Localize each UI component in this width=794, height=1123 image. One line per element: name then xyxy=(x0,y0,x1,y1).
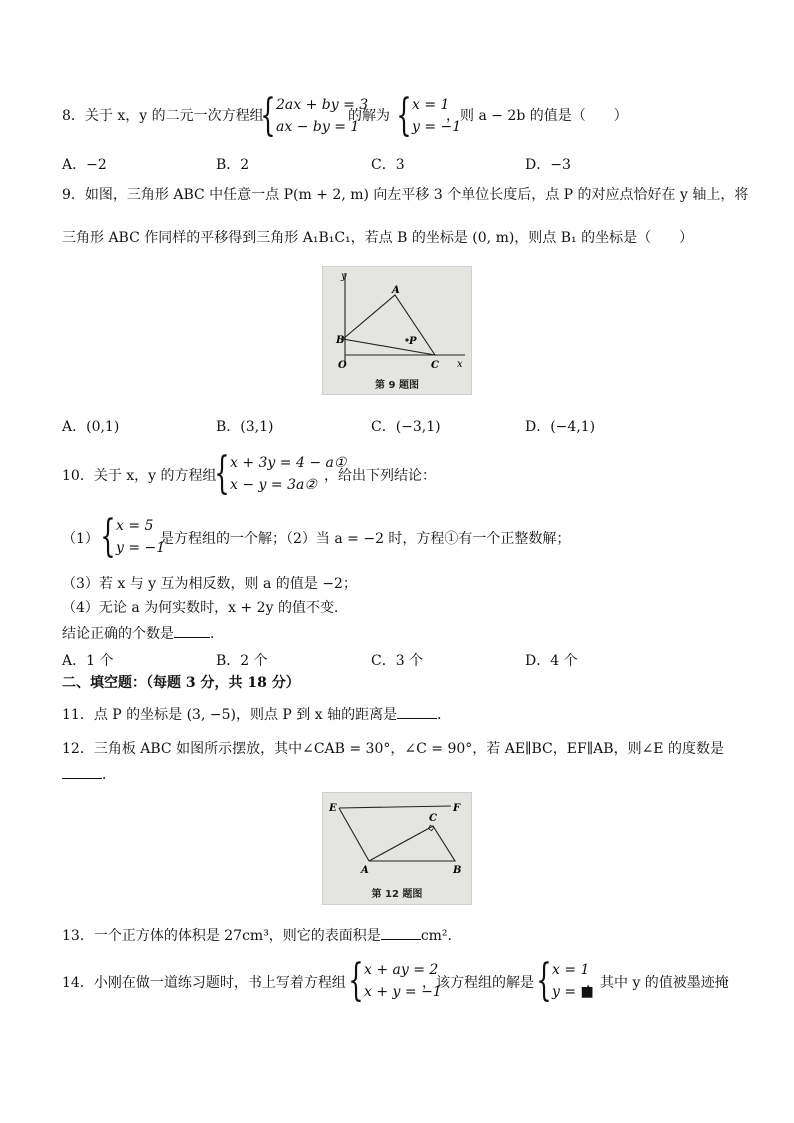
q9-figure xyxy=(322,266,472,395)
q9-line1: 9．如图，三角形 ABC 中任意一点 P(m + 2, m) 向左平移 3 个单位长度后，点 P 的对应点恰好在 y 轴上，将 xyxy=(62,187,749,203)
q13-end: cm²． xyxy=(420,928,462,944)
label-x: x xyxy=(457,359,463,370)
brace: { xyxy=(260,90,276,141)
q8-prefix: 8．关于 x，y 的二元一次方程组 xyxy=(62,108,264,124)
q8-sol2: y = −1 xyxy=(412,119,462,135)
brace: { xyxy=(214,448,230,499)
q12-text: 12．三角板 ABC 如图所示摆放，其中∠CAB = 30°，∠C = 90°，若 AE∥BC，EF∥AB，则∠E 的度数是 xyxy=(62,741,724,757)
brace: { xyxy=(348,955,364,1006)
q10-c1-eq1: x = 5 xyxy=(116,518,154,534)
q8-sol1: x = 1 xyxy=(412,97,450,113)
triangle-abc xyxy=(369,826,455,861)
q14-prefix: 14．小刚在做一道练习题时，书上写着方程组 xyxy=(62,975,346,991)
label-b: B xyxy=(336,335,345,346)
label-c: C xyxy=(429,813,437,824)
q8-eq2: ax − by = 1 xyxy=(276,119,360,135)
brace: { xyxy=(100,511,116,562)
q9-option-a: A．(0,1) xyxy=(62,419,120,435)
label-b: B xyxy=(453,865,462,876)
q11-end: ． xyxy=(437,707,452,723)
q12-figure-caption: 第 12 题图 xyxy=(371,889,423,900)
q10-option-a: A．1 个 xyxy=(62,653,114,669)
q11-line xyxy=(62,706,451,724)
line-ea xyxy=(339,808,369,861)
q10-c1-system xyxy=(94,511,166,562)
q14-suffix: ，其中 y 的值被墨迹掩 xyxy=(586,975,729,991)
line-ef xyxy=(339,806,451,808)
label-c: C xyxy=(431,360,439,371)
q9-figure-caption: 第 9 题图 xyxy=(375,380,419,391)
q14-mid: ，该方程组的解是 xyxy=(422,975,534,991)
q11-text: 11．点 P 的坐标是 (3, −5)，则点 P 到 x 轴的距离是 xyxy=(62,707,398,723)
brace: { xyxy=(536,955,552,1006)
q10-option-d: D．4 个 xyxy=(525,653,578,669)
label-a: A xyxy=(392,285,400,296)
q8-option-d: D．−3 xyxy=(525,157,571,173)
q10-answer-end: ． xyxy=(210,626,224,642)
q9-option-d: D．(−4,1) xyxy=(525,419,596,435)
q10-eq1: x + 3y = 4 − a① xyxy=(230,455,347,471)
q10-option-b: B．2 个 xyxy=(216,653,268,669)
q12-end: ． xyxy=(102,767,116,783)
q14-eq1: x + ay = 2 xyxy=(364,962,439,978)
q11-answer-blank[interactable] xyxy=(397,706,437,719)
q13-answer-blank[interactable] xyxy=(381,927,421,940)
q10-c1-suffix: 是方程组的一个解；（2）当 a = −2 时，方程①有一个正整数解； xyxy=(160,531,571,547)
q8-eq1: 2ax + by = 3 xyxy=(276,97,369,113)
q10-answer-blank[interactable] xyxy=(174,625,210,638)
q9-option-b: B．(3,1) xyxy=(216,419,274,435)
q8-suffix: ，则 a − 2b 的值是（ ） xyxy=(446,108,628,124)
q10-prefix: 10．关于 x，y 的方程组 xyxy=(62,468,217,484)
q12-answer-blank[interactable] xyxy=(62,766,102,779)
q8-option-a: A．−2 xyxy=(62,157,107,173)
triangle-abc xyxy=(343,295,435,355)
label-o: O xyxy=(338,360,347,371)
q10-c1-eq2: y = −1 xyxy=(116,540,166,556)
q13-line xyxy=(62,927,462,945)
q8-option-c: C．3 xyxy=(371,157,405,173)
q10-c3: （3）若 x 与 y 互为相反数，则 a 的值是 −2； xyxy=(62,576,357,592)
label-a: A xyxy=(361,865,369,876)
q10-c4: （4）无论 a 为何实数时，x + 2y 的值不变． xyxy=(62,600,348,616)
section-2-title: 二、填空题：（每题 3 分，共 18 分） xyxy=(62,675,300,691)
label-f: F xyxy=(453,803,461,814)
q9-option-c: C．(−3,1) xyxy=(371,419,441,435)
q10-suffix: ，给出下列结论： xyxy=(324,468,436,484)
q10-answer-prompt: 结论正确的个数是 xyxy=(62,626,174,642)
q12-answer-line xyxy=(62,766,116,784)
q14-sol2: y = ■ xyxy=(552,984,594,1000)
q8-option-b: B．2 xyxy=(216,157,250,173)
q14-solution xyxy=(530,955,594,1006)
label-e: E xyxy=(329,803,337,814)
q10-c1-prefix: （1） xyxy=(62,531,99,547)
q13-text: 13．一个正方体的体积是 27cm³，则它的表面积是 xyxy=(62,928,381,944)
q14-eq2: x + y = −1 xyxy=(364,984,442,1000)
q14-sol1: x = 1 xyxy=(552,962,590,978)
brace: { xyxy=(396,90,412,141)
q10-answer-line xyxy=(62,625,224,643)
q9-line2: 三角形 ABC 作同样的平移得到三角形 A₁B₁C₁，若点 B 的坐标是 (0, m)，则点 B₁ 的坐标是（ ） xyxy=(62,230,694,246)
q10-eq2: x − y = 3a② xyxy=(230,477,317,493)
label-y: y xyxy=(341,271,347,282)
label-p: P xyxy=(409,336,417,347)
q8-mid: 的解为 xyxy=(348,108,390,124)
q10-option-c: C．3 个 xyxy=(371,653,424,669)
q12-figure xyxy=(322,792,472,905)
